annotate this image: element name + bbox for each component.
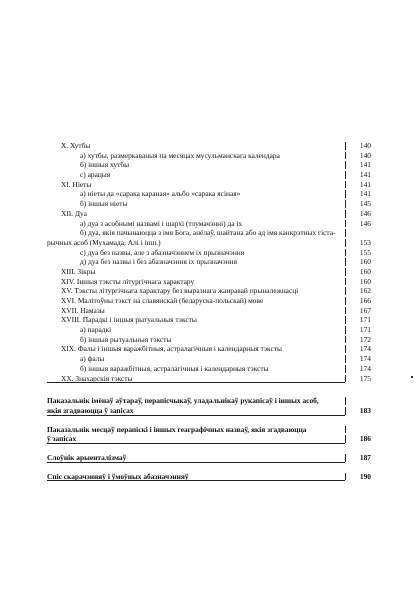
toc-entry-label: с) дуа без назвы, але з абазначэннем іх прызначэння	[80, 247, 245, 257]
page-column-divider	[345, 249, 346, 257]
toc-subentry-row	[47, 219, 374, 229]
page-column-divider	[345, 336, 346, 344]
toc-entry-label: б) іншыя ніеты	[80, 199, 128, 209]
toc-subentry-row	[47, 364, 374, 374]
toc-entry-label: б) іншыя хутбы	[80, 160, 130, 170]
toc-chapter-row	[47, 209, 374, 219]
toc-page-number: 160	[359, 266, 371, 276]
section-spacer	[47, 463, 374, 472]
toc-subentry-row	[47, 199, 374, 209]
toc-subentry-row	[47, 354, 374, 364]
toc-page-number: 141	[359, 160, 371, 170]
toc-chapter-row	[47, 315, 374, 325]
page-column-divider	[345, 365, 346, 373]
toc-entry-label: рычных асоб (Мухамада, Алі і інш.)	[47, 237, 161, 247]
toc-page-number: 155	[359, 247, 371, 257]
index-section-row	[47, 434, 374, 444]
index-section-row	[47, 406, 374, 416]
toc-page-number: 141	[359, 170, 371, 180]
page-column-divider	[345, 142, 346, 150]
toc-entry-label: XIII. Зікры	[61, 266, 96, 276]
toc-page-number: 141	[359, 189, 371, 199]
toc-subentry-row	[47, 257, 374, 267]
toc-page-number: 160	[359, 257, 371, 267]
toc-chapter-row	[47, 296, 374, 306]
toc-page-number: 162	[359, 286, 371, 296]
section-spacer	[47, 416, 374, 425]
toc-page-number: 153	[359, 237, 371, 247]
entry-underline	[47, 415, 345, 416]
page-column-divider	[345, 278, 346, 286]
toc-entry-label: XVI. Малітоўны тэкст на славянскай (беларуска-польскай) мове	[61, 296, 264, 305]
toc-page-number: 140	[359, 150, 371, 160]
toc-page-number: 166	[359, 296, 371, 305]
page-column-divider	[345, 397, 346, 405]
page-column-divider	[345, 210, 346, 218]
page-column-divider	[345, 375, 346, 383]
index-section-page: 183	[359, 405, 371, 415]
toc-entry-label: X. Хутбы	[61, 141, 91, 150]
page-column-divider	[345, 220, 346, 228]
toc-entry-label: б) іншыя варажбітныя, астралагічныя і календарныя тэксты	[80, 363, 269, 373]
toc-subentry-row	[47, 228, 374, 238]
page-column-divider	[345, 407, 346, 415]
toc-entry-label: а) фалы	[80, 354, 105, 364]
index-section-title: якія згадваюцца ў запісах	[47, 405, 134, 415]
page-column-divider	[345, 316, 346, 324]
toc-subentry-row	[47, 248, 374, 258]
toc-page-number: 174	[359, 363, 371, 373]
index-section-page: 190	[359, 471, 371, 481]
page-column-divider	[345, 268, 346, 276]
toc-entry-label: XX. Знахарскія тэксты	[61, 373, 133, 383]
toc-entry-label: XIX. Фалы і іншыя варажбітныя, астралагічныя і календарныя тэксты	[61, 344, 282, 354]
toc-chapter-row	[47, 267, 374, 277]
toc-entry-label: а) хутбы, размеркаваныя па месяцах мусульманскага календара	[80, 150, 280, 160]
toc-entry-label: а) ніеты да «сарака караная» альбо «сарака ясіная»	[80, 189, 241, 199]
entry-underline	[47, 443, 345, 444]
index-section-row	[47, 453, 374, 463]
section-spacer	[47, 383, 374, 396]
toc-chapter-row	[47, 306, 374, 316]
toc-entry-label: б) дуа, якія пачынаюцца з імя Бога, анёлаў, шайтана або ад імя канкрэтных гіста-	[80, 228, 336, 238]
toc-page-number: 171	[359, 315, 371, 325]
toc-page-number: 172	[359, 334, 371, 344]
index-section-page: 186	[359, 434, 371, 444]
toc-page-number: 175	[359, 373, 371, 383]
toc-page-number: 146	[359, 218, 371, 228]
page-column-divider	[345, 239, 346, 247]
toc-subentry-row	[47, 238, 374, 248]
toc-chapter-row	[47, 286, 374, 296]
entry-underline	[47, 382, 345, 383]
page-column-divider	[345, 307, 346, 315]
page-column-divider	[345, 152, 346, 160]
index-section-title: Слоўнік арыенталізмаў	[47, 452, 127, 462]
page-column-divider	[345, 161, 346, 169]
page-column-divider	[345, 454, 346, 462]
page-column-divider	[345, 345, 346, 353]
page-column-divider	[345, 297, 346, 305]
toc-chapter-row	[47, 180, 374, 190]
toc-chapter-row	[47, 374, 374, 384]
toc-page-number: 140	[359, 141, 371, 150]
page-column-divider	[345, 326, 346, 334]
toc-subentry-row	[47, 151, 374, 161]
index-section-title: ў запісах	[47, 434, 77, 444]
page-column-divider	[345, 287, 346, 295]
index-section-row	[47, 396, 374, 406]
index-section-page: 187	[359, 452, 371, 462]
toc-page-number: 167	[359, 305, 371, 315]
toc-entry-label: XIV. Іншыя тэксты літургічнага характару	[61, 276, 195, 286]
toc-page-number: 160	[359, 276, 371, 286]
toc-entry-label: а) дуа з асобнымі назвамі і шархі (тлумачэнні) да іх	[80, 218, 243, 228]
toc-entry-label: б) іншыя рытуальныя тэксты	[80, 334, 172, 344]
toc-subentry-row	[47, 170, 374, 180]
index-section-row	[47, 472, 374, 482]
toc-page-number: 146	[359, 208, 371, 218]
page-column-divider	[345, 355, 346, 363]
toc-chapter-row	[47, 277, 374, 287]
index-section-title: Спіс скарачэнняў і ўмоўных абазначэнняў	[47, 471, 189, 481]
page-column-divider	[345, 171, 346, 179]
toc-page-number: 171	[359, 325, 371, 335]
page-column-divider	[345, 181, 346, 189]
table-of-contents	[47, 141, 374, 481]
page-column-divider	[345, 229, 346, 237]
toc-page-number: 141	[359, 179, 371, 189]
index-section-title: Паказальнік імёнаў аўтараў, перапісчыкаў, уладальнікаў рукапісаў і іншых асоб,	[47, 396, 319, 406]
toc-entry-label: с) арацыя	[80, 170, 111, 180]
toc-entry-label: XII. Дуа	[61, 208, 87, 218]
page-column-divider	[345, 426, 346, 434]
toc-subentry-row	[47, 325, 374, 335]
toc-entry-label: XV. Тэксты літургічнага характару без выразнага жанравай прыналежнасці	[61, 286, 299, 296]
toc-page-number: 145	[359, 199, 371, 209]
toc-subentry-row	[47, 160, 374, 170]
page-column-divider	[345, 258, 346, 266]
toc-page-number: 174	[359, 344, 371, 354]
scan-speck	[411, 376, 413, 378]
toc-page-number: 174	[359, 354, 371, 364]
toc-entry-label: XVIII. Парадкі і іншыя рытуальныя тэксты	[61, 315, 197, 325]
toc-subentry-row	[47, 335, 374, 345]
entry-underline	[47, 480, 345, 481]
page-column-divider	[345, 473, 346, 481]
section-spacer	[47, 444, 374, 453]
toc-entry-label: XI. Ніеты	[61, 179, 92, 189]
toc-entry-label: XVII. Намазы	[61, 305, 105, 315]
entry-underline	[47, 462, 345, 463]
page-column-divider	[345, 200, 346, 208]
toc-chapter-row	[47, 141, 374, 151]
toc-subentry-row	[47, 189, 374, 199]
page-column-divider	[345, 435, 346, 443]
index-section-title: Паказальнік месцаў перапіскі і іншых геаграфічных назваў, якія згадваюцца	[47, 424, 307, 434]
toc-entry-label: д) дуа без назвы і без абазначэння іх прызначэння	[80, 257, 238, 267]
toc-entry-label: а) парадкі	[80, 325, 112, 335]
page-column-divider	[345, 190, 346, 198]
toc-chapter-row	[47, 344, 374, 354]
index-section-row	[47, 425, 374, 435]
